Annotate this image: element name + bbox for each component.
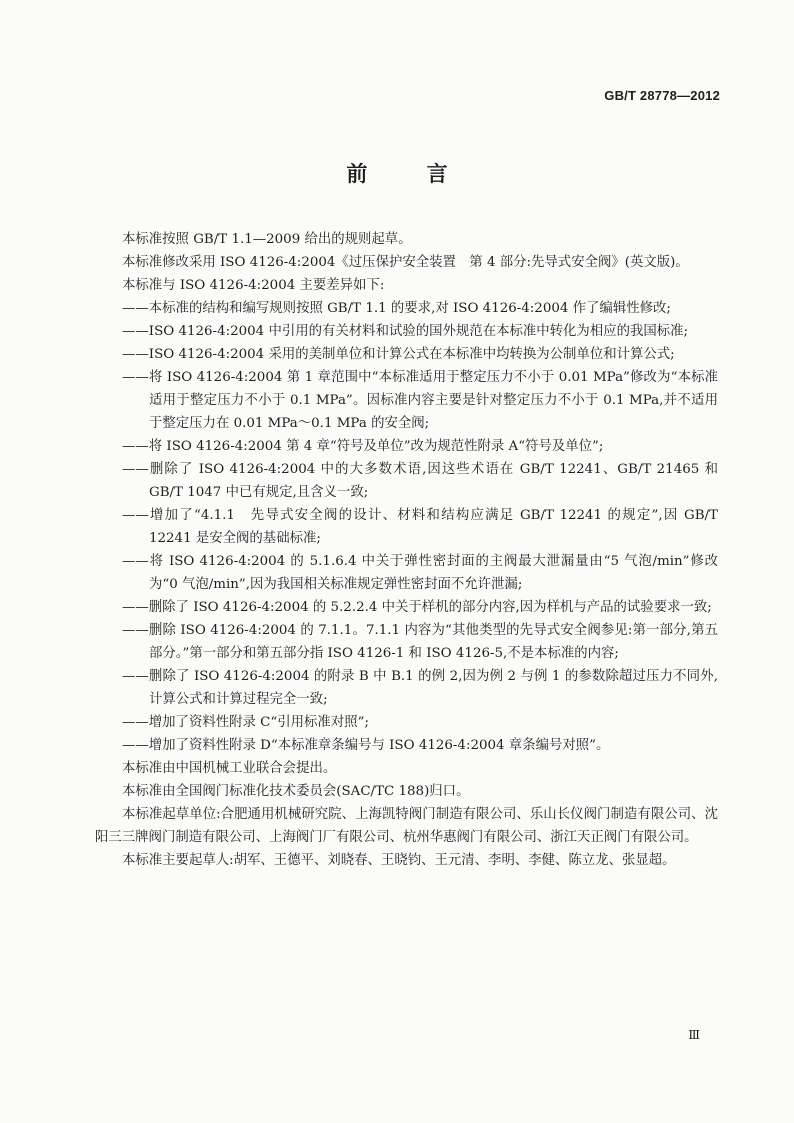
difference-item: ——本标准的结构和编写规则按照 GB/T 1.1 的要求,对 ISO 4126-4:2004 作了编辑性修改; [122,301,671,316]
difference-item: ——删除 ISO 4126-4:2004 的 7.1.1。7.1.1 内容为“其他类型的先导式安全阀参见:第一部分,第五部分。”第一部分和第五部分指 ISO 4126-1 和 ISO 4126-5,不是本标准的内容; [122,623,718,661]
paragraph-drafters: 本标准主要起草人:胡军、王德平、刘晓春、王晓钧、王元清、李明、李健、陈立龙、张显超。 [122,853,676,868]
difference-item: ——增加了资料性附录 C“引用标准对照”; [122,715,369,730]
difference-item: ——增加了资料性附录 D“本标准章条编号与 ISO 4126-4:2004 章条编号对照”。 [122,738,610,753]
difference-item: ——将 ISO 4126-4:2004 的 5.1.6.4 中关于弹性密封面的主阀最大泄漏量由“5 气泡/min”修改为“0 气泡/min”,因为我国相关标准规定弹性密封面不允许泄漏; [122,554,718,592]
difference-item: ——删除了 ISO 4126-4:2004 的附录 B 中 B.1 的例 2,因为例 2 与例 1 的参数除超过压力不同外,计算公式和计算过程完全一致; [122,669,718,707]
paragraph-drafting-rules: 本标准按照 GB/T 1.1—2009 给出的规则起草。 [122,232,412,247]
page-number: Ⅲ [688,1028,700,1042]
difference-item: ——删除了 ISO 4126-4:2004 的 5.2.2.4 中关于样机的部分内容,因为样机与产品的试验要求一致; [122,600,712,615]
difference-item: ——ISO 4126-4:2004 中引用的有关材料和试验的国外规范在本标准中转化为相应的我国标准; [122,324,689,339]
paragraph-proposed-by: 本标准由中国机械工业联合会提出。 [122,761,337,776]
difference-item: ——删除了 ISO 4126-4:2004 中的大多数术语,因这些术语在 GB/T 12241、GB/T 21465 和 GB/T 1047 中已有规定,且含义一致; [122,462,718,500]
paragraph-drafting-units: 本标准起草单位:合肥通用机械研究院、上海凯特阀门制造有限公司、乐山长仪阀门制造有限公司、沈阳三三牌阀门制造有限公司、上海阀门厂有限公司、杭州华惠阀门有限公司、浙江天正阀门有限公司。 [95,807,718,845]
difference-item: ——将 ISO 4126-4:2004 第 4 章“符号及单位”改为规范性附录 A“符号及单位”; [122,439,604,454]
paragraph-differences-intro: 本标准与 ISO 4126-4:2004 主要差异如下: [122,278,385,293]
difference-item: ——将 ISO 4126-4:2004 第 1 章范围中“本标准适用于整定压力不小于 0.01 MPa”修改为“本标准适用于整定压力不小于 0.1 MPa”。因标准内容主要是针对整定压力不小于 0.1 MPa,并不适用于整定压力在 0.01 MPa～0.1 MPa 的安全阀; [122,370,718,431]
foreword-body [95,228,718,872]
paragraph-adoption: 本标准修改采用 ISO 4126-4:2004《过压保护安全装置 第 4 部分:先导式安全阀》(英文版)。 [122,255,689,270]
difference-item: ——增加了“4.1.1 先导式安全阀的设计、材料和结构应满足 GB/T 12241 的规定”,因 GB/T 12241 是安全阀的基础标准; [122,508,718,546]
page-title: 前 言 [346,162,474,186]
difference-item: ——ISO 4126-4:2004 采用的美制单位和计算公式在本标准中均转换为公制单位和计算公式; [122,347,675,362]
paragraph-technical-committee: 本标准由全国阀门标准化技术委员会(SAC/TC 188)归口。 [122,784,470,799]
standard-code: GB/T 28778—2012 [604,88,720,103]
